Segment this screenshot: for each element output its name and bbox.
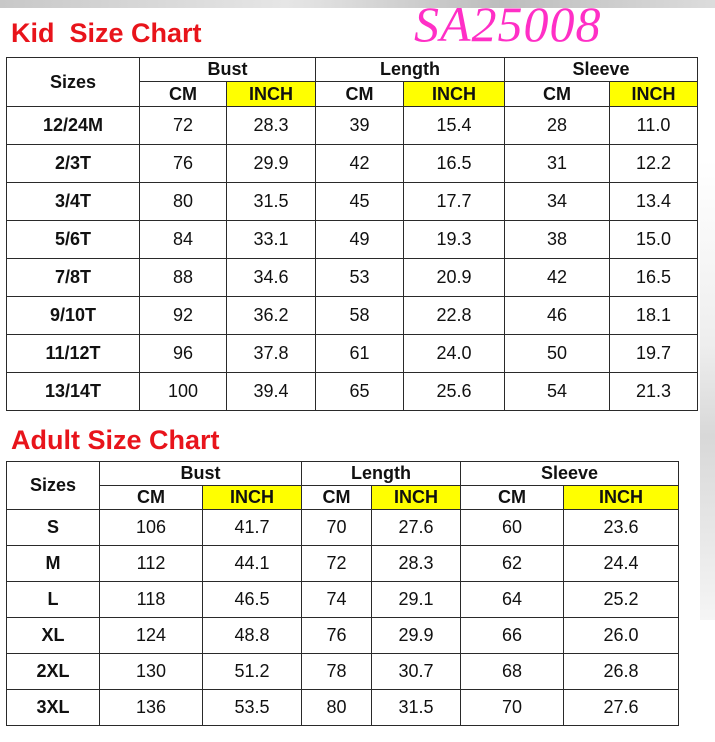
table-row <box>7 546 679 582</box>
sleeve-inch-cell: 26.0 <box>564 618 679 654</box>
bust-inch-cell: 53.5 <box>203 690 302 726</box>
length-inch-cell: 19.3 <box>404 221 505 259</box>
bust-cm-header: CM <box>100 486 203 510</box>
sleeve-cm-header: CM <box>461 486 564 510</box>
length-inch-cell: 29.1 <box>372 582 461 618</box>
table-row <box>7 373 698 411</box>
sleeve-inch-cell: 25.2 <box>564 582 679 618</box>
sleeve-inch-cell: 15.0 <box>610 221 698 259</box>
length-inch-cell: 20.9 <box>404 259 505 297</box>
background-fur-strip <box>0 0 715 8</box>
bust-inch-cell: 28.3 <box>227 107 316 145</box>
length-cm-cell: 74 <box>302 582 372 618</box>
sleeve-inch-cell: 16.5 <box>610 259 698 297</box>
sleeve-inch-cell: 19.7 <box>610 335 698 373</box>
sleeve-cm-header: CM <box>505 82 610 107</box>
kid-size-table <box>6 57 698 411</box>
length-header: Length <box>302 462 461 486</box>
length-header: Length <box>316 58 505 82</box>
length-cm-cell: 61 <box>316 335 404 373</box>
bust-cm-cell: 118 <box>100 582 203 618</box>
length-inch-cell: 22.8 <box>404 297 505 335</box>
sleeve-inch-header: INCH <box>564 486 679 510</box>
length-cm-cell: 53 <box>316 259 404 297</box>
sleeve-cm-cell: 38 <box>505 221 610 259</box>
bust-inch-cell: 29.9 <box>227 145 316 183</box>
length-cm-cell: 70 <box>302 510 372 546</box>
bust-inch-cell: 36.2 <box>227 297 316 335</box>
sleeve-cm-cell: 68 <box>461 654 564 690</box>
size-cell: 2XL <box>7 654 100 690</box>
table-row <box>7 183 698 221</box>
size-cell: 7/8T <box>7 259 140 297</box>
size-cell: L <box>7 582 100 618</box>
table-row <box>7 335 698 373</box>
length-cm-cell: 76 <box>302 618 372 654</box>
bust-cm-cell: 136 <box>100 690 203 726</box>
bust-inch-cell: 51.2 <box>203 654 302 690</box>
size-cell: M <box>7 546 100 582</box>
sleeve-inch-cell: 23.6 <box>564 510 679 546</box>
length-inch-cell: 31.5 <box>372 690 461 726</box>
table-row <box>7 145 698 183</box>
length-cm-cell: 49 <box>316 221 404 259</box>
bust-inch-cell: 39.4 <box>227 373 316 411</box>
size-cell: 5/6T <box>7 221 140 259</box>
size-cell: 13/14T <box>7 373 140 411</box>
length-cm-header: CM <box>302 486 372 510</box>
length-inch-cell: 16.5 <box>404 145 505 183</box>
length-inch-header: INCH <box>404 82 505 107</box>
bust-cm-cell: 72 <box>140 107 227 145</box>
sleeve-cm-cell: 31 <box>505 145 610 183</box>
bust-cm-cell: 112 <box>100 546 203 582</box>
sleeve-cm-cell: 42 <box>505 259 610 297</box>
bust-inch-cell: 44.1 <box>203 546 302 582</box>
length-inch-cell: 24.0 <box>404 335 505 373</box>
sleeve-inch-cell: 13.4 <box>610 183 698 221</box>
bust-inch-cell: 48.8 <box>203 618 302 654</box>
table-row <box>7 107 698 145</box>
table-row <box>7 259 698 297</box>
bust-inch-cell: 31.5 <box>227 183 316 221</box>
sleeve-header: Sleeve <box>461 462 679 486</box>
size-cell: 2/3T <box>7 145 140 183</box>
adult-table-body <box>7 510 679 726</box>
bust-inch-header: INCH <box>203 486 302 510</box>
sizes-header: Sizes <box>7 462 100 510</box>
length-cm-cell: 39 <box>316 107 404 145</box>
sleeve-cm-cell: 50 <box>505 335 610 373</box>
bust-inch-cell: 41.7 <box>203 510 302 546</box>
sleeve-cm-cell: 46 <box>505 297 610 335</box>
bust-cm-cell: 80 <box>140 183 227 221</box>
size-cell: S <box>7 510 100 546</box>
length-cm-cell: 42 <box>316 145 404 183</box>
length-inch-header: INCH <box>372 486 461 510</box>
kid-size-chart-title: Kid Size Chart <box>11 18 202 48</box>
sleeve-inch-cell: 12.2 <box>610 145 698 183</box>
bust-inch-cell: 33.1 <box>227 221 316 259</box>
size-cell: 3XL <box>7 690 100 726</box>
bust-cm-cell: 100 <box>140 373 227 411</box>
adult-size-chart-title: Adult Size Chart <box>11 425 220 455</box>
table-row <box>7 654 679 690</box>
bust-cm-cell: 84 <box>140 221 227 259</box>
sleeve-header: Sleeve <box>505 58 698 82</box>
table-row <box>7 221 698 259</box>
sleeve-cm-cell: 62 <box>461 546 564 582</box>
bust-cm-cell: 92 <box>140 297 227 335</box>
length-inch-cell: 29.9 <box>372 618 461 654</box>
length-cm-cell: 65 <box>316 373 404 411</box>
product-code: SA25008 <box>414 0 602 52</box>
background-edge <box>700 160 715 620</box>
length-inch-cell: 28.3 <box>372 546 461 582</box>
bust-inch-cell: 46.5 <box>203 582 302 618</box>
size-cell: 9/10T <box>7 297 140 335</box>
sleeve-inch-cell: 24.4 <box>564 546 679 582</box>
length-inch-cell: 30.7 <box>372 654 461 690</box>
table-row <box>7 690 679 726</box>
bust-inch-header: INCH <box>227 82 316 107</box>
sleeve-inch-cell: 27.6 <box>564 690 679 726</box>
length-cm-cell: 78 <box>302 654 372 690</box>
table-row <box>7 297 698 335</box>
size-cell: 11/12T <box>7 335 140 373</box>
table-row <box>7 582 679 618</box>
length-inch-cell: 25.6 <box>404 373 505 411</box>
bust-header: Bust <box>100 462 302 486</box>
sleeve-inch-cell: 21.3 <box>610 373 698 411</box>
sleeve-cm-cell: 60 <box>461 510 564 546</box>
size-cell: 3/4T <box>7 183 140 221</box>
bust-cm-cell: 106 <box>100 510 203 546</box>
sleeve-inch-header: INCH <box>610 82 698 107</box>
sleeve-inch-cell: 26.8 <box>564 654 679 690</box>
length-cm-cell: 58 <box>316 297 404 335</box>
length-cm-cell: 72 <box>302 546 372 582</box>
bust-cm-cell: 88 <box>140 259 227 297</box>
length-cm-cell: 80 <box>302 690 372 726</box>
bust-inch-cell: 34.6 <box>227 259 316 297</box>
sleeve-cm-cell: 34 <box>505 183 610 221</box>
sleeve-cm-cell: 28 <box>505 107 610 145</box>
sleeve-cm-cell: 64 <box>461 582 564 618</box>
length-cm-cell: 45 <box>316 183 404 221</box>
table-row <box>7 510 679 546</box>
bust-cm-header: CM <box>140 82 227 107</box>
bust-cm-cell: 124 <box>100 618 203 654</box>
bust-inch-cell: 37.8 <box>227 335 316 373</box>
sleeve-cm-cell: 70 <box>461 690 564 726</box>
length-inch-cell: 17.7 <box>404 183 505 221</box>
bust-header: Bust <box>140 58 316 82</box>
bust-cm-cell: 76 <box>140 145 227 183</box>
length-inch-cell: 15.4 <box>404 107 505 145</box>
sleeve-cm-cell: 66 <box>461 618 564 654</box>
size-cell: XL <box>7 618 100 654</box>
bust-cm-cell: 130 <box>100 654 203 690</box>
length-inch-cell: 27.6 <box>372 510 461 546</box>
length-cm-header: CM <box>316 82 404 107</box>
sizes-header: Sizes <box>7 58 140 107</box>
size-cell: 12/24M <box>7 107 140 145</box>
sleeve-inch-cell: 18.1 <box>610 297 698 335</box>
kid-table-body <box>7 107 698 411</box>
adult-size-table <box>6 461 679 726</box>
sleeve-cm-cell: 54 <box>505 373 610 411</box>
table-row <box>7 618 679 654</box>
bust-cm-cell: 96 <box>140 335 227 373</box>
sleeve-inch-cell: 11.0 <box>610 107 698 145</box>
